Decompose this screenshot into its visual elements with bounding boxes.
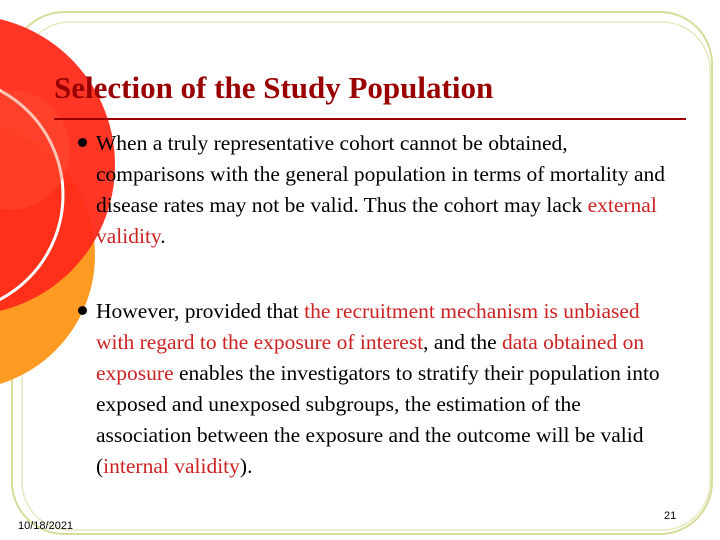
bullet-2-emphasis-c: internal validity <box>103 454 240 478</box>
bullet-2-text-a: However, provided that <box>96 299 305 323</box>
bullet-item-2 <box>78 296 678 482</box>
bullet-2-emphasis-b: data obtained on exposure <box>96 330 645 385</box>
bullet-text-2 <box>96 296 676 482</box>
bullet-1-text-end: . <box>160 224 166 248</box>
footer-date: 10/18/2021 <box>18 520 74 532</box>
bullet-2-text-d: ). <box>239 454 253 478</box>
bullet-dot-icon <box>78 138 87 147</box>
bullet-2-text-b: , and the <box>423 330 502 354</box>
bullet-dot-icon <box>78 306 87 315</box>
title-underline <box>54 118 686 120</box>
bullet-2-text-c: enables the investigators to stratify their population into exposed and unexposed subgroups, the estimation of the association between the exposure and the outcome will be valid ( <box>96 361 660 478</box>
bullet-item-1 <box>78 128 678 252</box>
bullet-1-text: When a truly representative cohort cannot be obtained, comparisons with the general population in terms of mortality and disease rates may not be valid. Thus the cohort may lack <box>96 131 666 217</box>
bullet-2-emphasis-a: the recruitment mechanism is unbiased with regard to the exposure of interest <box>96 299 640 354</box>
bullet-text-1 <box>96 128 676 252</box>
page-number: 21 <box>664 510 677 522</box>
slide-title: Selection of the Study Population <box>54 70 494 105</box>
bullet-1-emphasis: external validity <box>96 193 657 248</box>
